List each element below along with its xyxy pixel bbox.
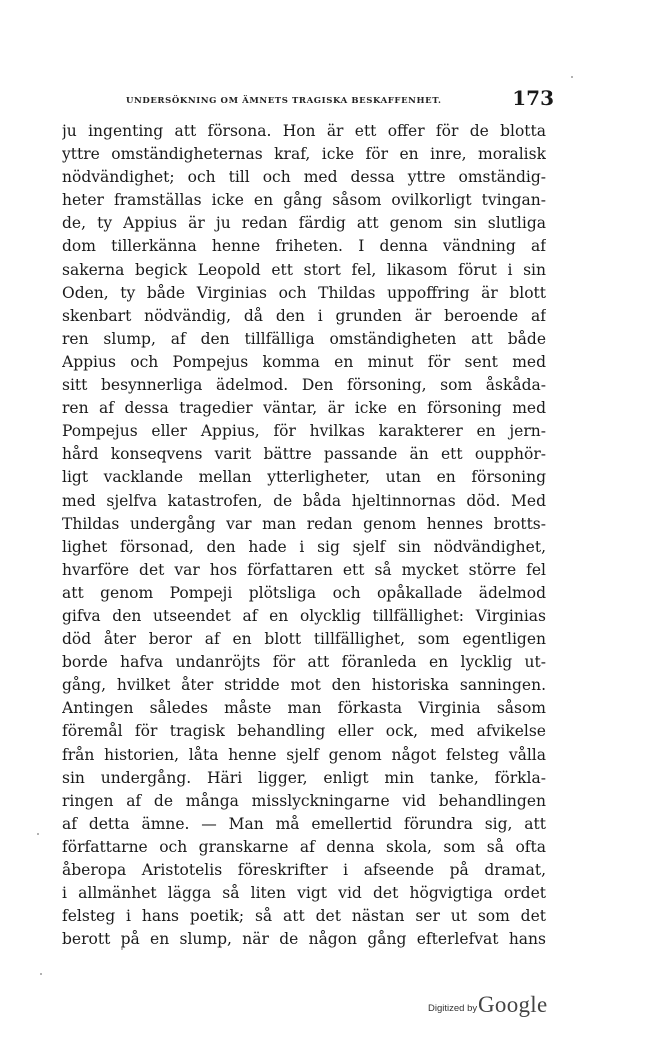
text-line: yttre omständigheternas kraf, icke för en inre, moralisk — [62, 145, 546, 164]
page-number: 173 — [512, 86, 554, 110]
scan-speck — [121, 948, 123, 950]
watermark-prefix: Digitized by — [428, 1003, 478, 1014]
text-line: Oden, ty både Virginias och Thildas uppoffring är blott — [62, 283, 546, 302]
text-line: ju ingenting att försona. Hon är ett offer för de blotta — [62, 122, 546, 140]
text-line: nödvändighet; och till och med dessa yttre omständig- — [62, 168, 546, 187]
running-head — [62, 86, 558, 112]
text-line: föremål för tragisk behandling eller ock, med afvikelse — [62, 722, 546, 741]
running-title: UNDERSÖKNING OM ÄMNETS TRAGISKA BESKAFFENHET. — [126, 96, 442, 106]
text-line: att genom Pompeji plötsliga och opåkallade ädelmod — [62, 583, 546, 602]
text-line: ren af dessa tragedier väntar, är icke en försoning med — [62, 399, 546, 418]
text-line: Thildas undergång var man redan genom hennes brotts- — [62, 514, 546, 533]
text-line: med sjelfva katastrofen, de båda hjeltinnornas död. Med — [62, 491, 546, 510]
text-line: sitt besynnerliga ädelmod. Den försoning, som åskåda- — [62, 376, 546, 395]
text-line: i allmänhet lägga så liten vigt vid det högvigtiga ordet — [62, 884, 546, 903]
watermark-logo: Google — [478, 992, 548, 1017]
text-line: ren slump, af den tillfälliga omständigheten att både — [62, 329, 546, 348]
text-line: lighet försonad, den hade i sig sjelf sin nödvändighet, — [62, 537, 546, 556]
text-line: sin undergång. Häri ligger, enligt min tanke, förkla- — [62, 768, 546, 787]
text-line: borde hafva undanröjts för att föranleda en lycklig ut- — [62, 653, 546, 672]
text-line: från historien, låta henne sjelf genom något felsteg vålla — [62, 745, 546, 764]
text-line: af detta ämne. — Man må emellertid förundra sig, att — [62, 814, 546, 833]
scan-speck — [40, 973, 42, 975]
text-line: åberopa Aristotelis föreskrifter i afseende på dramat, — [62, 861, 546, 879]
text-line: gång, hvilket åter stridde mot den historiska sanningen. — [62, 676, 546, 695]
text-line: skenbart nödvändig, då den i grunden är beroende af — [62, 306, 546, 325]
text-line: berott på en slump, när de någon gång efterlefvat hans — [62, 930, 546, 949]
scan-speck — [37, 833, 39, 835]
scan-speck — [571, 76, 573, 78]
text-line: felsteg i hans poetik; så att det nästan ser ut som det — [62, 907, 546, 926]
digitized-watermark — [428, 992, 568, 1022]
text-line: författarne och granskarne af denna skola, som så ofta — [62, 837, 546, 856]
text-line: de, ty Appius är ju redan färdig att genom sin slutliga — [62, 214, 546, 233]
text-line: hvarföre det var hos författaren ett så mycket större fel — [62, 560, 546, 579]
text-line: sakerna begick Leopold ett stort fel, likasom förut i sin — [62, 260, 546, 279]
text-line: Pompejus eller Appius, för hvilkas karakterer en jern- — [62, 422, 546, 441]
text-line: gifva den utseendet af en olycklig tillfällighet: Virginias — [62, 606, 546, 625]
text-line: ligt vacklande mellan ytterligheter, utan en försoning — [62, 468, 546, 487]
text-line: heter framställas icke en gång såsom ovilkorligt tvingan- — [62, 191, 546, 210]
text-line: död åter beror af en blott tillfällighet, som egentligen — [62, 630, 546, 649]
text-line: Appius och Pompejus komma en minut för sent med — [62, 352, 546, 371]
text-line: ringen af de många misslyckningarne vid behandlingen — [62, 791, 546, 810]
text-line: dom tillerkänna henne friheten. I denna vändning af — [62, 237, 546, 256]
text-line: hård konseqvens varit bättre passande än ett oupphör- — [62, 445, 546, 464]
body-text — [62, 120, 546, 951]
text-line: Antingen således måste man förkasta Virginia såsom — [62, 699, 546, 718]
